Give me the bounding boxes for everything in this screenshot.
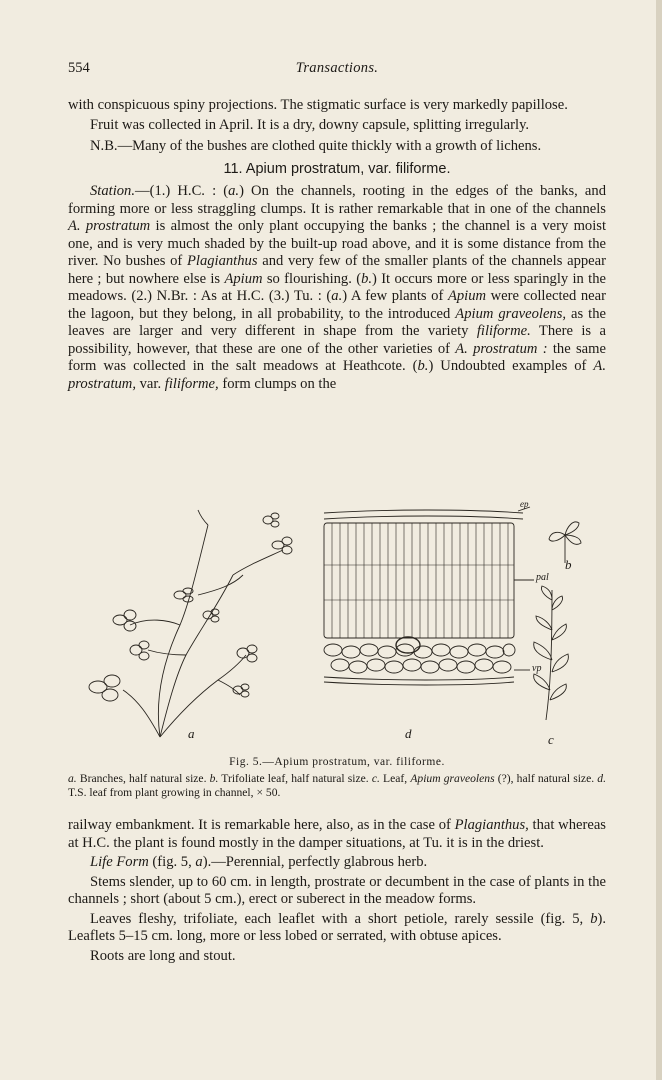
figure-label-d: d — [405, 726, 412, 741]
page-number: 554 — [68, 60, 90, 76]
page-edge — [656, 0, 662, 1080]
figure-label-c: c — [548, 732, 554, 747]
figure-label-ep: ep — [520, 499, 529, 509]
figure-caption: a. Branches, half natural size. b. Trifoliate leaf, half natural size. c. Leaf, Apium graveolens (?), half natural size. d. T.S. leaf from plant growing in channel, × 50. — [68, 772, 606, 799]
figure-label-vp: vp — [532, 663, 542, 674]
figure-title: Fig. 5.—Apium prostratum, var. filiforme. — [229, 756, 445, 768]
page-header — [68, 60, 606, 80]
graveolens-leaf-drawing — [534, 586, 569, 720]
figure-illustration — [68, 505, 606, 750]
figure-label-a: a — [188, 726, 195, 741]
paragraph-stems: Stems slender, up to 60 cm. in length, prostrate or decumbent in the case of plants in the channels ; short (about 5 cm.), erect or suberect in the meadow forms. — [68, 873, 606, 907]
paragraph-station: Station.—(1.) H.C. : (a.) On the channels, rooting in the edges of the banks, and forming more or less straggling clumps. It is rather remarkable that in one of the channels A. prostratum is almost the only plant occupying the banks ; the channel is a very moist one, and is very much shaded by the built-up road above, and it is some distance from the river. No bushes of Plagianthus and very few of the smaller plants of the channels appear here ; but nowhere else is Apium so flourishing. (b.) It occurs more or less sparingly in the meadows. (2.) N.Br. : As at H.C. (3.) Tu. : (a.) A few plants of Apium were collected near the lagoon, but they belong, in all probability, to the introduced Apium graveolens, as the leaves are larger and very different in shape from the variety filiforme. There is a possibility, however, that these are one of the other varieties of A. prostratum : the same form was collected in the salt meadows at Heathcote. (b.) Undoubted examples of A. prostratum, var. filiforme, form clumps on the — [68, 183, 607, 392]
body-text-bottom — [68, 817, 606, 967]
paragraph-railway: railway embankment. It is remarkable here, also, as in the case of Plagianthus, that whereas at H.C. the plant is found mostly in the damper situations, at Tu. it is in the driest. — [68, 817, 606, 851]
leaf-section-drawing — [324, 507, 534, 685]
paragraph-life-form: Life Form (fig. 5, a).—Perennial, perfectly glabrous herb. — [90, 854, 428, 870]
figure-label-b: b — [565, 557, 572, 572]
figure-label-pal: pal — [536, 572, 549, 583]
paragraph-leaves: Leaves fleshy, trifoliate, each leaflet with a short petiole, rarely sessile (fig. 5, b). Leaflets 5–15 cm. long, more or less lobed or serrated, with obtuse apices. — [68, 910, 606, 944]
paragraph-fruit: Fruit was collected in April. It is a dry, downy capsule, splitting irregularly. — [90, 116, 530, 133]
running-title: Transactions. — [295, 60, 379, 76]
body-text-top — [68, 97, 606, 395]
paragraph-roots: Roots are long and stout. — [90, 947, 236, 964]
figure-5 — [68, 499, 606, 750]
plant-branches-drawing — [89, 510, 292, 737]
paragraph-spiny: with conspicuous spiny projections. The stigmatic surface is very markedly papillose. — [68, 97, 568, 113]
station-label: Station. — [90, 183, 135, 199]
section-heading: 11. Apium prostratum, var. filiforme. — [223, 160, 451, 177]
paragraph-nb: N.B.—Many of the bushes are clothed quite thickly with a growth of lichens. — [90, 138, 542, 154]
